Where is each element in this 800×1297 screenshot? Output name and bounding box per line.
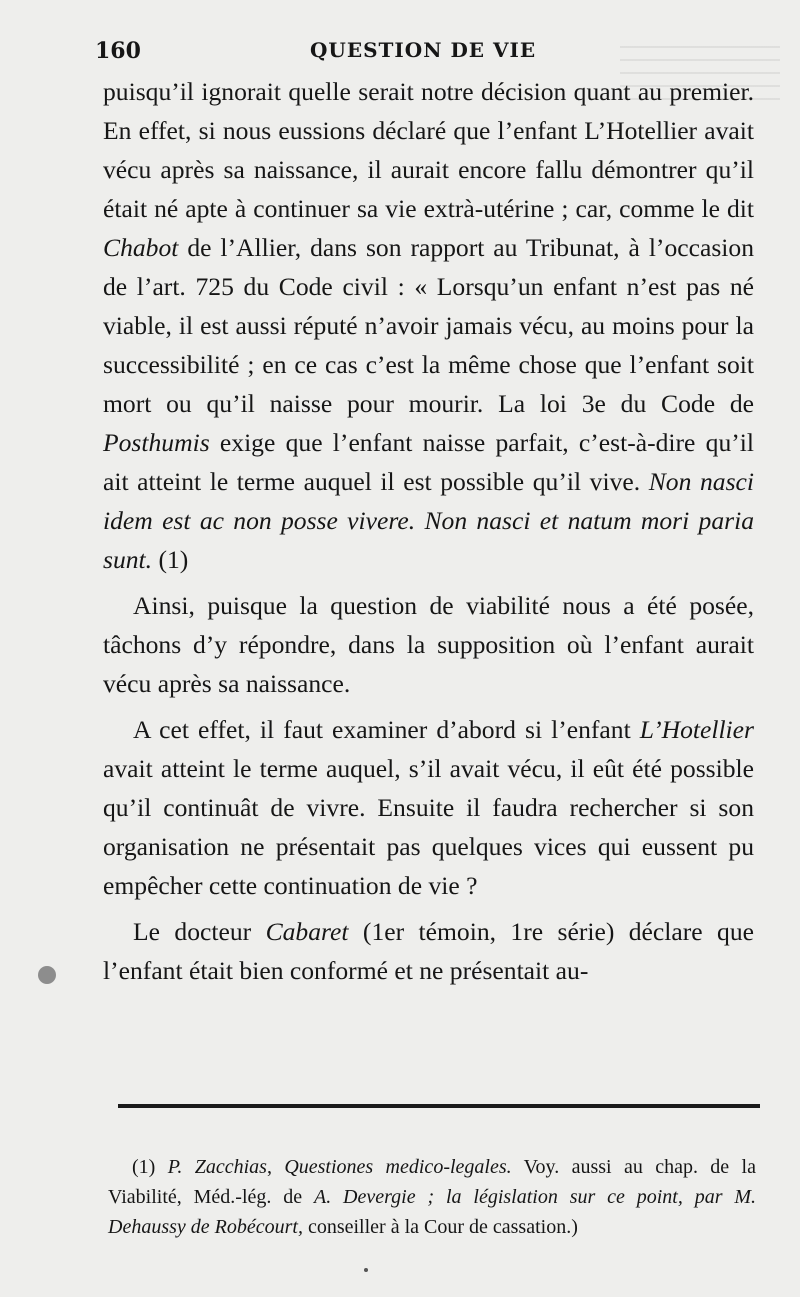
emphasis-chabot: Chabot xyxy=(103,233,179,262)
page-header xyxy=(95,38,740,72)
footnote-ref: (1) xyxy=(152,545,189,574)
running-head: QUESTION DE VIE xyxy=(310,38,537,62)
emphasis-hotellier: L’Hotellier xyxy=(639,715,754,744)
page-number: 160 xyxy=(95,38,141,64)
footnote-text: (1) P. Zacchias, Questiones medico-legales. Voy. aussi au chap. de la Viabilité, Méd.-lég. de A. Devergie ; la législation sur ce point, par M. Dehaussy de Robécourt, conseiller à la Cour de cassation.) xyxy=(108,1156,756,1238)
main-text xyxy=(103,72,754,990)
footnote-rule xyxy=(118,1104,760,1108)
emphasis-posthumis: Posthumis xyxy=(103,428,210,457)
paragraph-2: Ainsi, puisque la question de viabilité nous a été posée, tâchons d’y répondre, dans la supposition où l’enfant aurait vécu après sa naissance. xyxy=(103,591,754,698)
latin-quote: Non nasci idem est ac non posse vivere. Non nasci et natum mori paria sunt. xyxy=(103,467,754,574)
ink-blot xyxy=(38,966,56,984)
paragraph-4: Le docteur Cabaret (1er témoin, 1re série) déclare que l’enfant était bien conformé et ne présentait au- xyxy=(103,917,754,985)
emphasis-cabaret: Cabaret xyxy=(265,917,349,946)
paragraph-1: puisqu’il ignorait quelle serait notre décision quant au premier. En effet, si nous eussions déclaré que l’enfant L’Hotellier avait vécu après sa naissance, il aurait encore fallu démontrer qu’il était né apte à continuer sa vie extrà-utérine ; car, comme le dit Chabot de l’Allier, dans son rapport au Tribunat, à l’occasion de l’art. 725 du Code civil : « Lorsqu’un enfant n’est pas né viable, il est aussi réputé n’avoir jamais vécu, au moins pour la successibilité ; en ce cas c’est la même chose que l’enfant soit mort ou qu’il naisse pour mourir. La loi 3e du Code de Posthumis exige que l’enfant naisse parfait, c’est-à-dire qu’il ait atteint le terme auquel il est possible qu’il vive. Non nasci idem est ac non posse vivere. Non nasci et natum mori paria sunt. (1) xyxy=(103,77,754,574)
paragraph-3: A cet effet, il faut examiner d’abord si l’enfant L’Hotellier avait atteint le terme auquel, s’il avait vécu, il eût été possible qu’il continuât de vivre. Ensuite il faudra rechercher si son organisation ne présentait pas quelques vices qui eussent pu empêcher cette continuation de vie ? xyxy=(103,715,754,900)
ink-speck xyxy=(364,1268,368,1272)
footnote xyxy=(108,1152,756,1242)
